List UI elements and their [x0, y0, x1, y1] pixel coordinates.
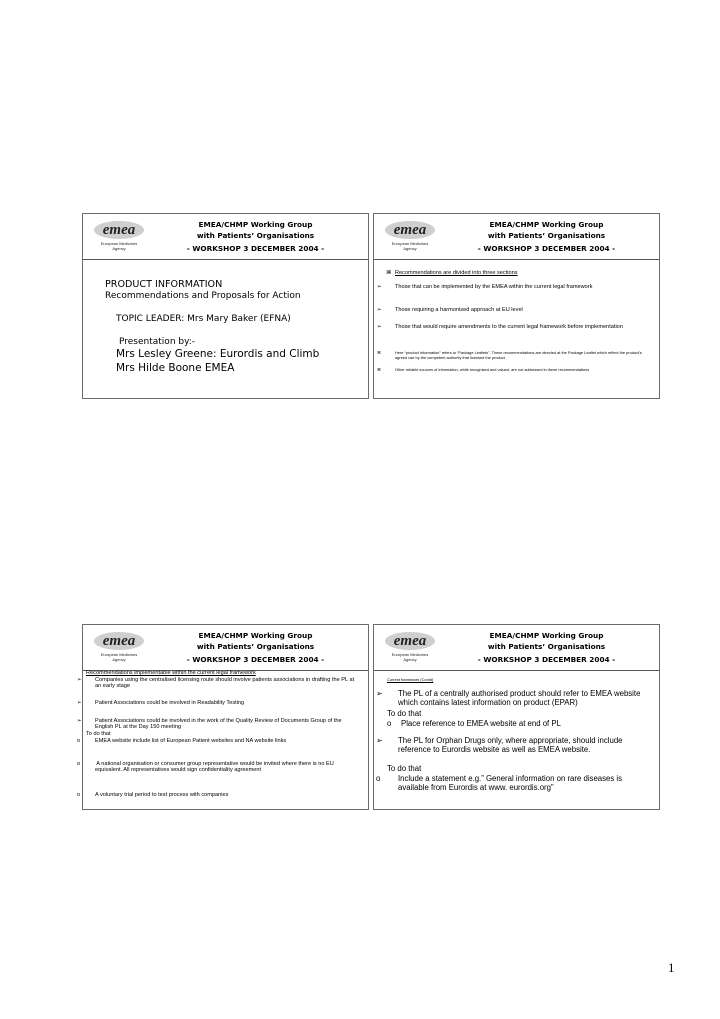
slide-2	[373, 213, 660, 399]
page-number: 1	[668, 960, 675, 975]
header-line-1: EMEA/CHMP Working Group	[198, 220, 313, 229]
header-line-2: with Patients’ Organisations	[196, 231, 315, 240]
topic-leader: TOPIC LEADER: Mrs Mary Baker (EFNA)	[116, 314, 291, 324]
to-do-label-1: To do that	[387, 709, 422, 718]
header-line-3: - WORKSHOP 3 DECEMBER 2004 -	[477, 655, 616, 664]
header-line-2: with Patients’ Organisations	[487, 231, 606, 240]
note-2: ⌘ Other reliable sources of information, while recognised and valued, are not addressed in these recommendations	[377, 367, 590, 372]
header-line-1: EMEA/CHMP Working Group	[489, 631, 604, 640]
to-do-label-2: To do that	[387, 764, 422, 773]
header-line-3: - WORKSHOP 3 DECEMBER 2004 -	[186, 655, 325, 664]
section-heading: Current framework (Contd)	[387, 677, 434, 682]
emea-logo: emea European Medicines Agency	[380, 218, 440, 254]
bullet-2: ➢ Those requiring a harmonised approach at EU level	[377, 307, 523, 313]
svg-text:emea: emea	[102, 633, 136, 649]
header-line-2: with Patients’ Organisations	[487, 642, 606, 651]
header-line-1: EMEA/CHMP Working Group	[198, 631, 313, 640]
header-line-2: with Patients’ Organisations	[196, 642, 315, 651]
sub-bullet-1: o Place reference to EMEA website at end of PL	[387, 719, 561, 728]
emea-logo: emea European Medicines Agency	[380, 629, 440, 665]
sub-bullet-1: o EMEA website include list of European Patient websites and NA website links	[77, 738, 287, 744]
bullet-1: ➢ The PL of a centrally authorised product should refer to EMEA website which contains latest information on product (EPAR)	[376, 689, 641, 707]
header-divider	[374, 670, 659, 671]
slide-header	[83, 214, 368, 261]
section-heading: ⌘ Recommendations are divided into three sections	[386, 270, 518, 276]
sub-bullet-3: o A voluntary trial period to test process with companies	[77, 792, 229, 798]
header-divider	[83, 259, 368, 260]
emea-logo: emea European Medicines Agency	[89, 629, 149, 665]
bullet-3: ➢ Those that would require amendments to the current legal framework before implementation	[377, 324, 623, 330]
svg-text:emea: emea	[102, 222, 136, 238]
slide-header	[83, 625, 368, 672]
bullet-2: ➢ The PL for Orphan Drugs only, where appropriate, should include reference to Eurordis website as well as EMEA website.	[376, 736, 623, 754]
note-1: ⌘ Here “product Information” refers to “Package Leaflets”. These recommendations are directed at the Package Leaflet which reflect the product’s agreed use by the competent authority that licensed the product	[377, 350, 642, 360]
presenter-1: Mrs Lesley Greene: Eurordis and Climb	[116, 348, 320, 360]
sub-bullet-2: o A national organisation or consumer group representative would be invited where there is no EU equivalent. All representatives would sign confidentiality agreement	[77, 761, 334, 774]
slide-3	[77, 624, 369, 810]
presentation-label: Presentation by:-	[119, 337, 196, 347]
bullet-2: ➢ Patient Associations could be involved in Readability Testing	[77, 700, 245, 706]
header-divider	[374, 259, 659, 260]
section-heading: Recommendations implementable within the current legal framework	[86, 670, 256, 676]
bullet-3: ➢ Patient Associations could be involved in the work of the Quality Review of Documents Group of the English PL at the Day 150 meeting	[77, 718, 342, 731]
slide-1	[82, 213, 369, 399]
slide-4	[373, 624, 660, 810]
svg-text:emea: emea	[393, 633, 427, 649]
to-do-label: To do that	[86, 731, 111, 737]
slide-title-2: Recommendations and Proposals for Action	[105, 291, 301, 301]
header-line-3: - WORKSHOP 3 DECEMBER 2004 -	[186, 244, 325, 253]
bullet-1: ➢ Those that can be implemented by the EMEA within the current legal framework	[377, 284, 593, 290]
slide-header	[374, 625, 659, 672]
bullet-1: ➢ Companies using the centralised licensing route should involve patients associations in drafting the PL at an early stage	[77, 677, 355, 690]
header-line-1: EMEA/CHMP Working Group	[489, 220, 604, 229]
presenter-2: Mrs Hilde Boone EMEA	[116, 362, 235, 374]
header-line-3: - WORKSHOP 3 DECEMBER 2004 -	[477, 244, 616, 253]
slide-title-1: PRODUCT INFORMATION	[105, 279, 223, 290]
sub-bullet-2: o Include a statement e.g.” General information on rare diseases is available from Eurordis at www. eurordis.org”	[376, 774, 623, 792]
emea-logo: emea European Medicines Agency	[89, 218, 149, 254]
svg-text:emea: emea	[393, 222, 427, 238]
slide-header	[374, 214, 659, 261]
